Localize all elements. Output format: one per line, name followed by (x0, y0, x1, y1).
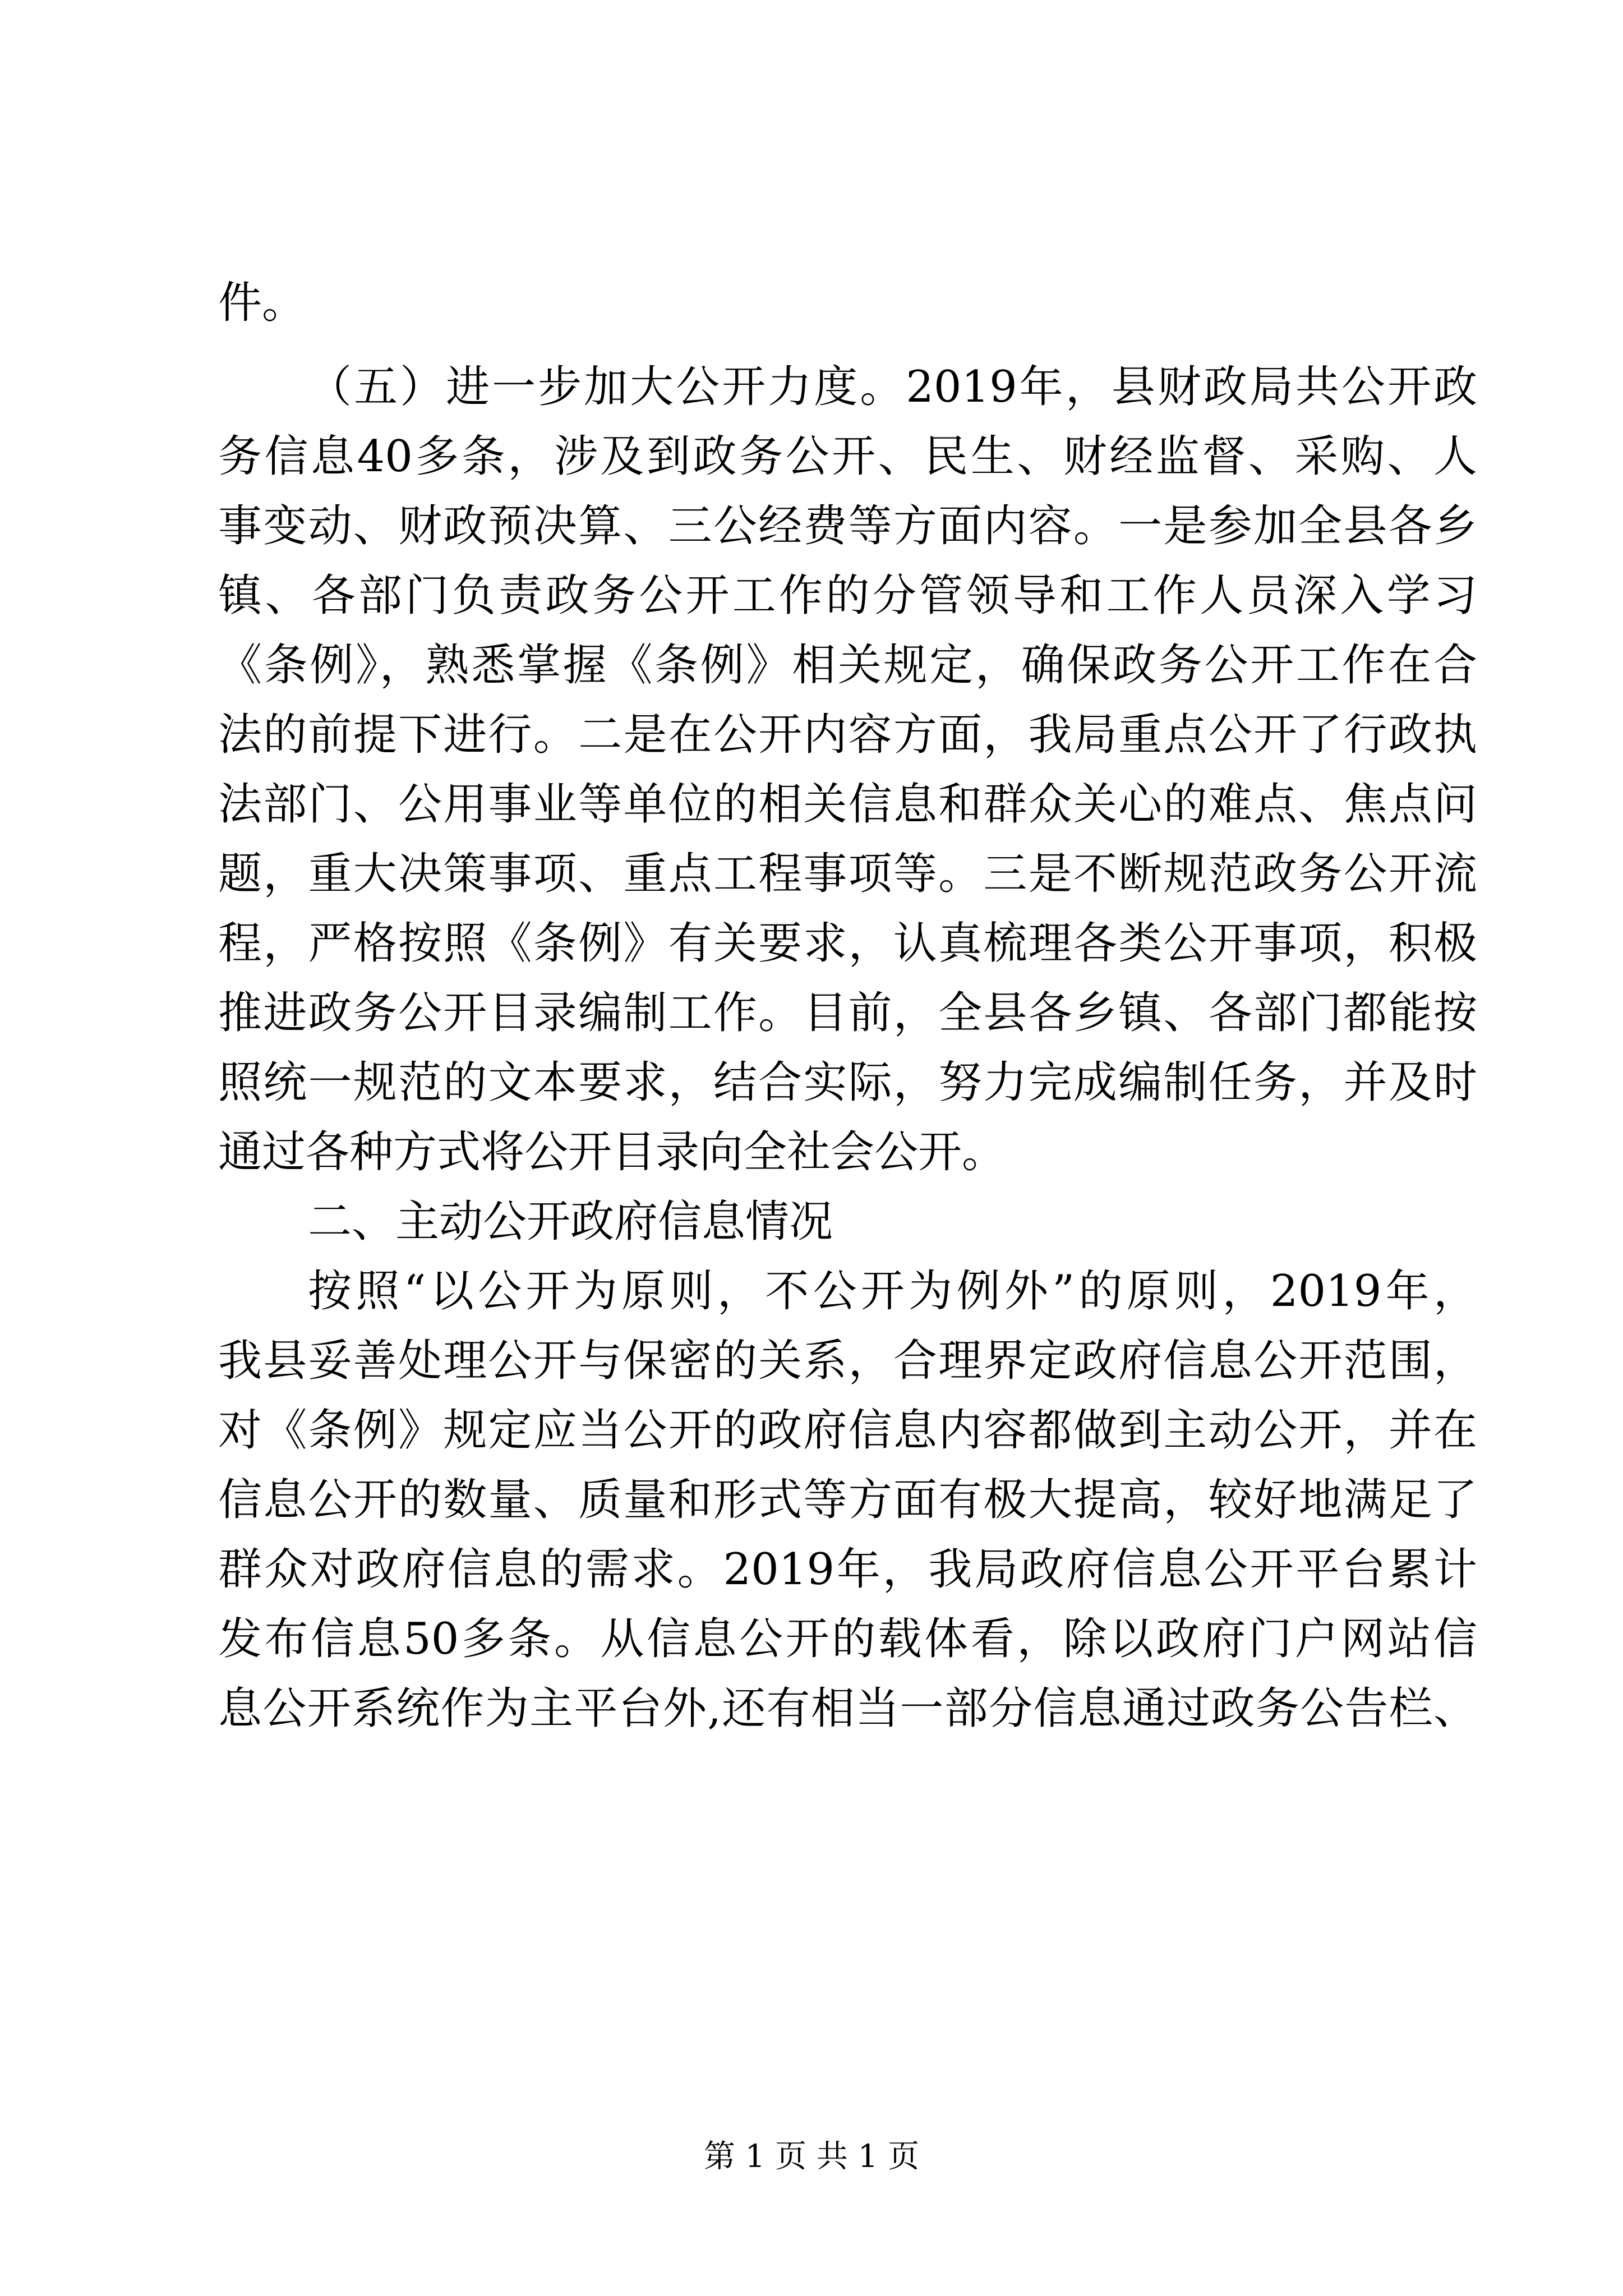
paragraph-3-line: 按照“以公开为原则，不公开为例外”的原则，2019年， (308, 1266, 1477, 1317)
paragraph-1-line: 《条例》，熟悉掌握《条例》相关规定，确保政务公开工作在合 (218, 640, 1477, 691)
paragraph-1-line: （五）进一步加大公开力度。2019年，县财政局共公开政 (308, 362, 1477, 412)
paragraph-0-line: 件。 (218, 278, 306, 328)
paragraph-3-line: 我县妥善处理公开与保密的关系，合理界定政府信息公开范围， (218, 1336, 1477, 1386)
paragraph-3-line: 发布信息50多条。从信息公开的载体看，除以政府门户网站信 (218, 1614, 1477, 1664)
paragraph-3-line: 信息公开的数量、质量和形式等方面有极大提高，较好地满足了 (218, 1475, 1477, 1525)
page-footer: 第 1 页 共 1 页 (703, 2138, 920, 2175)
paragraph-3-line: 群众对政府信息的需求。2019年，我局政府信息公开平台累计 (218, 1544, 1477, 1595)
paragraph-1-line: 通过各种方式将公开目录向全社会公开。 (218, 1127, 1006, 1177)
paragraph-3-line: 对《条例》规定应当公开的政府信息内容都做到主动公开，并在 (218, 1405, 1477, 1456)
paragraph-1-line: 照统一规范的文本要求，结合实际，努力完成编制任务，并及时 (218, 1057, 1477, 1108)
paragraph-1-line: 镇、各部门负责政务公开工作的分管领导和工作人员深入学习 (218, 570, 1477, 621)
paragraph-1-line: 程，严格按照《条例》有关要求，认真梳理各类公开事项，积极 (218, 918, 1477, 969)
paragraph-1-line: 务信息40多条，涉及到政务公开、民生、财经监督、采购、人 (218, 431, 1477, 482)
paragraph-1-line: 事变动、财政预决算、三公经费等方面内容。一是参加全县各乡 (218, 501, 1477, 551)
paragraph-1-line: 法部门、公用事业等单位的相关信息和群众关心的难点、焦点问 (218, 779, 1477, 830)
paragraph-1-line: 法的前提下进行。二是在公开内容方面，我局重点公开了行政执 (218, 710, 1477, 760)
paragraph-1-line: 题，重大决策事项、重点工程事项等。三是不断规范政务公开流 (218, 849, 1477, 899)
paragraph-3-line: 息公开系统作为主平台外,还有相当一部分信息通过政务公告栏、 (218, 1683, 1477, 1734)
paragraph-1-line: 推进政务公开目录编制工作。目前，全县各乡镇、各部门都能按 (218, 988, 1477, 1038)
paragraph-2-line: 二、主动公开政府信息情况 (308, 1197, 833, 1247)
